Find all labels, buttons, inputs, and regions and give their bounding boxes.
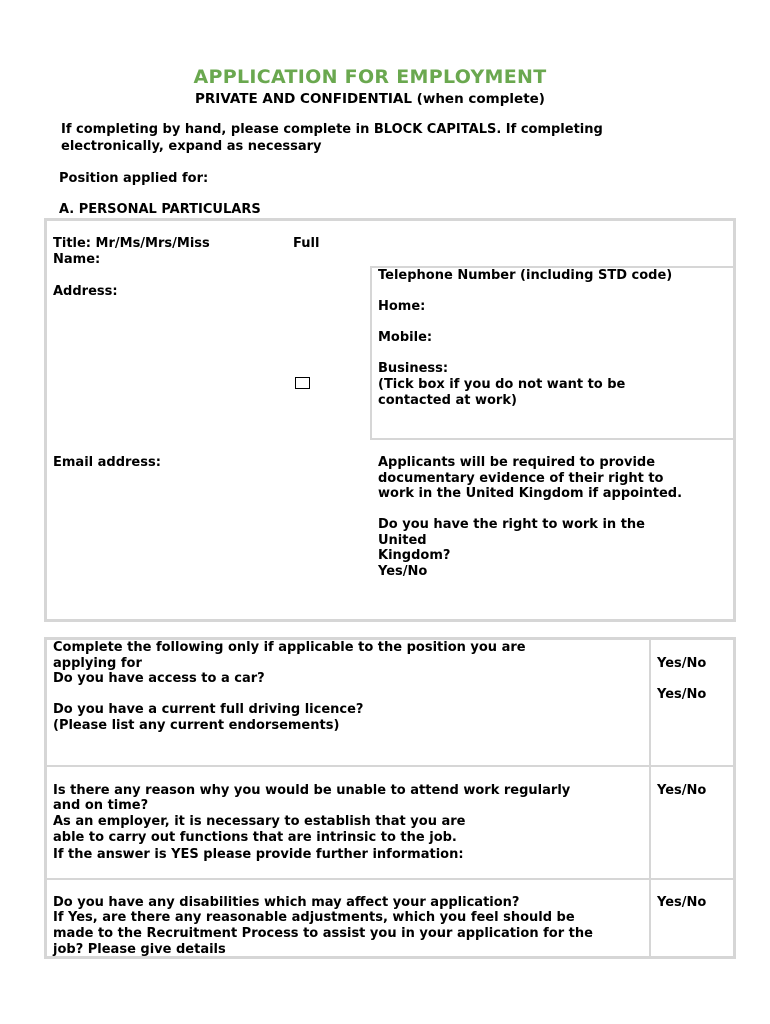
- right-to-work-question-line-1: Do you have the right to work in the: [378, 517, 645, 532]
- instructions-line-2: electronically, expand as necessary: [61, 139, 322, 154]
- page-title: APPLICATION FOR EMPLOYMENT: [193, 66, 547, 88]
- car-answer: Yes/No: [657, 656, 707, 671]
- email-address-label: Email address:: [53, 455, 161, 470]
- right-to-work-line-1: Applicants will be required to provide: [378, 455, 656, 470]
- page-subtitle: PRIVATE AND CONFIDENTIAL (when complete): [195, 91, 545, 107]
- licence-answer: Yes/No: [657, 687, 707, 702]
- position-applied-label: Position applied for:: [59, 171, 209, 186]
- car-question-line-3: Do you have access to a car?: [53, 671, 265, 686]
- attendance-question-line-5: If the answer is YES please provide further information:: [53, 847, 464, 862]
- home-phone-label: Home:: [378, 299, 426, 314]
- business-phone-label: Business:: [378, 361, 449, 376]
- right-to-work-line-3: work in the United Kingdom if appointed.: [378, 486, 683, 501]
- disability-question-line-4: job? Please give details: [53, 942, 226, 957]
- full-name-label: Full: [293, 236, 320, 251]
- right-to-work-question-line-2: United: [378, 533, 427, 548]
- instructions-line-1: If completing by hand, please complete in BLOCK CAPITALS. If completing: [61, 122, 603, 137]
- telephone-heading: Telephone Number (including STD code): [378, 268, 673, 283]
- title-label-line-2: Name:: [53, 252, 101, 267]
- attendance-question-line-2: and on time?: [53, 798, 149, 813]
- attendance-question-line-4: able to carry out functions that are intrinsic to the job.: [53, 830, 457, 845]
- questions-column-divider: [649, 639, 651, 957]
- licence-question-line-2: (Please list any current endorsements): [53, 718, 340, 733]
- disability-question-line-1: Do you have any disabilities which may affect your application?: [53, 895, 520, 910]
- questions-row-divider-2: [46, 878, 734, 880]
- licence-question-line-1: Do you have a current full driving licence?: [53, 702, 364, 717]
- attendance-question-line-1: Is there any reason why you would be unable to attend work regularly: [53, 783, 571, 798]
- section-a-heading: A. PERSONAL PARTICULARS: [59, 202, 261, 217]
- disability-question-line-2: If Yes, are there any reasonable adjustments, which you feel should be: [53, 910, 575, 925]
- do-not-contact-at-work-checkbox[interactable]: [295, 377, 310, 389]
- address-label: Address:: [53, 284, 118, 299]
- attendance-question-line-3: As an employer, it is necessary to establish that you are: [53, 814, 466, 829]
- tick-box-note-line-1: (Tick box if you do not want to be: [378, 377, 626, 392]
- right-to-work-line-2: documentary evidence of their right to: [378, 471, 664, 486]
- car-question-line-1: Complete the following only if applicable to the position you are: [53, 640, 526, 655]
- disability-answer: Yes/No: [657, 895, 707, 910]
- phone-box-bottom-border: [370, 438, 734, 440]
- questions-row-divider-1: [46, 765, 734, 767]
- right-to-work-question-line-3: Kingdom?: [378, 548, 451, 563]
- phone-box-left-border: [370, 266, 372, 439]
- car-question-line-2: applying for: [53, 656, 142, 671]
- attendance-answer: Yes/No: [657, 783, 707, 798]
- title-label-line-1: Title: Mr/Ms/Mrs/Miss: [53, 236, 210, 251]
- disability-question-line-3: made to the Recruitment Process to assist you in your application for the: [53, 926, 593, 941]
- right-to-work-answer: Yes/No: [378, 564, 428, 579]
- tick-box-note-line-2: contacted at work): [378, 393, 517, 408]
- mobile-phone-label: Mobile:: [378, 330, 433, 345]
